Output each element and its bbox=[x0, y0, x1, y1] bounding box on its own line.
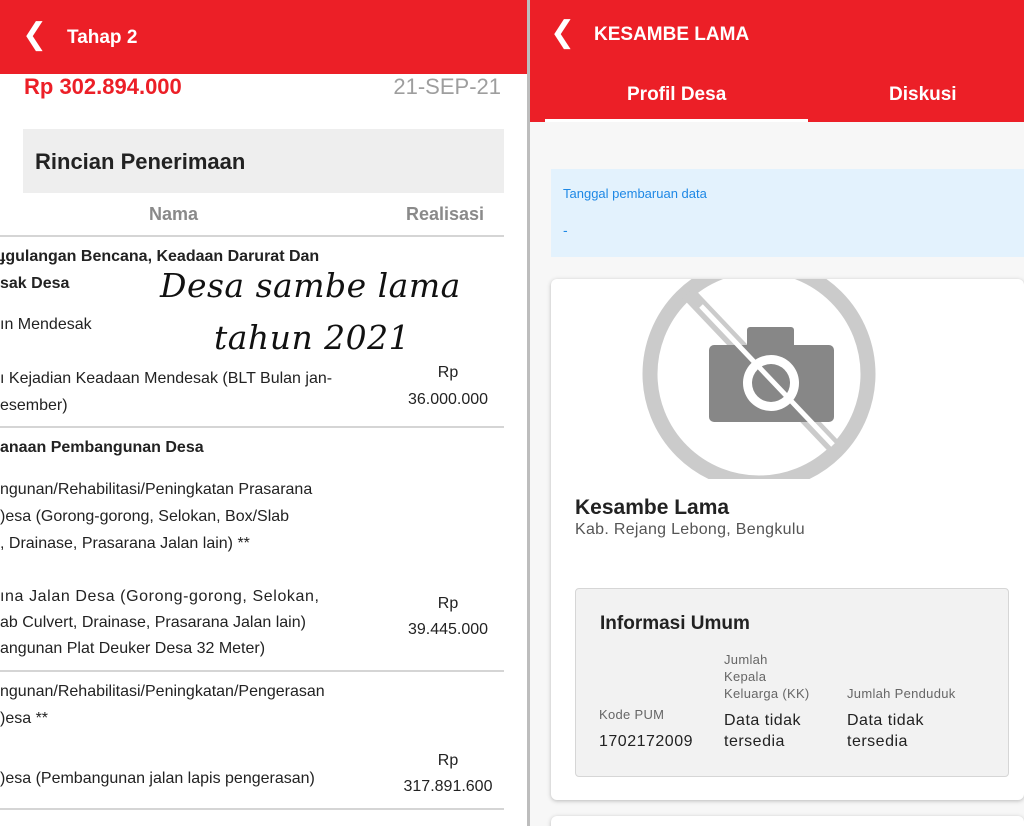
total-amount: Rp 302.894.000 bbox=[24, 74, 182, 99]
update-label: Tanggal pembaruan data bbox=[563, 186, 707, 201]
general-info-title: Informasi Umum bbox=[600, 613, 750, 634]
row-text: )esa ** bbox=[0, 710, 49, 727]
divider bbox=[0, 808, 504, 810]
divider bbox=[0, 670, 504, 672]
row-text: ın Mendesak bbox=[0, 316, 92, 333]
row-text: )esa (Pembangunan jalan lapis pengerasan) bbox=[0, 770, 315, 787]
update-value: - bbox=[563, 222, 568, 238]
app-bar bbox=[0, 0, 527, 74]
row-text: ngunan/Rehabilitasi/Peningkatan Prasarana bbox=[0, 481, 313, 498]
kk-label: Jumlah bbox=[724, 652, 768, 667]
kk-value: Data tidak bbox=[724, 712, 802, 729]
back-arrow-icon[interactable]: ❮ bbox=[550, 15, 576, 50]
app-bar bbox=[530, 0, 1024, 122]
tab-diskusi[interactable]: Diskusi bbox=[889, 84, 957, 105]
penduduk-label: Jumlah Penduduk bbox=[847, 686, 956, 701]
value-amount: 317.891.600 bbox=[403, 778, 493, 795]
row-text: anaan Pembangunan Desa bbox=[0, 439, 204, 456]
row-text: ab Culvert, Drainase, Prasarana Jalan lain) bbox=[0, 614, 306, 631]
value-currency: Rp bbox=[437, 752, 459, 769]
active-tab-indicator bbox=[545, 119, 808, 122]
kode-pum-label: Kode PUM bbox=[599, 707, 665, 722]
value-currency: Rp bbox=[437, 364, 459, 381]
handwritten-caption: Desa sambe lama bbox=[160, 266, 461, 305]
back-arrow-icon[interactable]: ❮ bbox=[22, 17, 48, 52]
kode-pum-value: 1702172009 bbox=[599, 733, 693, 750]
divider bbox=[0, 426, 504, 428]
column-header-nama: Nama bbox=[149, 204, 199, 224]
value-amount: 36.000.000 bbox=[407, 391, 489, 408]
value-currency: Rp bbox=[437, 595, 459, 612]
penduduk-value: Data tidak bbox=[847, 712, 925, 729]
page-title: Tahap 2 bbox=[67, 27, 138, 48]
kk-label: Kepala bbox=[724, 669, 767, 684]
penduduk-value: tersedia bbox=[847, 733, 908, 750]
divider bbox=[0, 235, 504, 237]
row-text: esember) bbox=[0, 397, 68, 414]
page-title: KESAMBE LAMA bbox=[594, 24, 750, 45]
village-card bbox=[551, 279, 1024, 800]
row-text: ına Jalan Desa (Gorong-gorong, Selokan, bbox=[0, 588, 320, 605]
general-info-box bbox=[575, 588, 1009, 777]
right-screen bbox=[530, 0, 1024, 826]
no-photo-icon bbox=[551, 279, 1024, 479]
kk-value: tersedia bbox=[724, 733, 785, 750]
section-header bbox=[23, 129, 504, 193]
section-title: Rincian Penerimaan bbox=[35, 149, 246, 174]
village-name: Kesambe Lama bbox=[575, 496, 730, 519]
row-text: sak Desa bbox=[0, 275, 70, 292]
row-text: , Drainase, Prasarana Jalan lain) ** bbox=[0, 535, 250, 552]
next-card bbox=[551, 816, 1024, 826]
handwritten-caption: tahun 2021 bbox=[214, 318, 411, 357]
tab-profil-desa[interactable]: Profil Desa bbox=[627, 84, 727, 105]
date-label: 21-SEP-21 bbox=[393, 74, 501, 99]
row-text: ɟgulangan Bencana, Keadaan Darurat Dan bbox=[0, 248, 320, 265]
row-text: )esa (Gorong-gorong, Selokan, Box/Slab bbox=[0, 508, 290, 525]
row-text: angunan Plat Deuker Desa 32 Meter) bbox=[0, 640, 266, 657]
row-text: ngunan/Rehabilitasi/Peningkatan/Pengerasan bbox=[0, 683, 325, 700]
row-text: ı Kejadian Keadaan Mendesak (BLT Bulan jan- bbox=[0, 370, 333, 387]
kk-label: Keluarga (KK) bbox=[724, 686, 810, 701]
village-location: Kab. Rejang Lebong, Bengkulu bbox=[575, 521, 805, 538]
value-amount: 39.445.000 bbox=[407, 621, 489, 638]
column-header-realisasi: Realisasi bbox=[406, 204, 485, 224]
update-info-box bbox=[551, 169, 1024, 257]
